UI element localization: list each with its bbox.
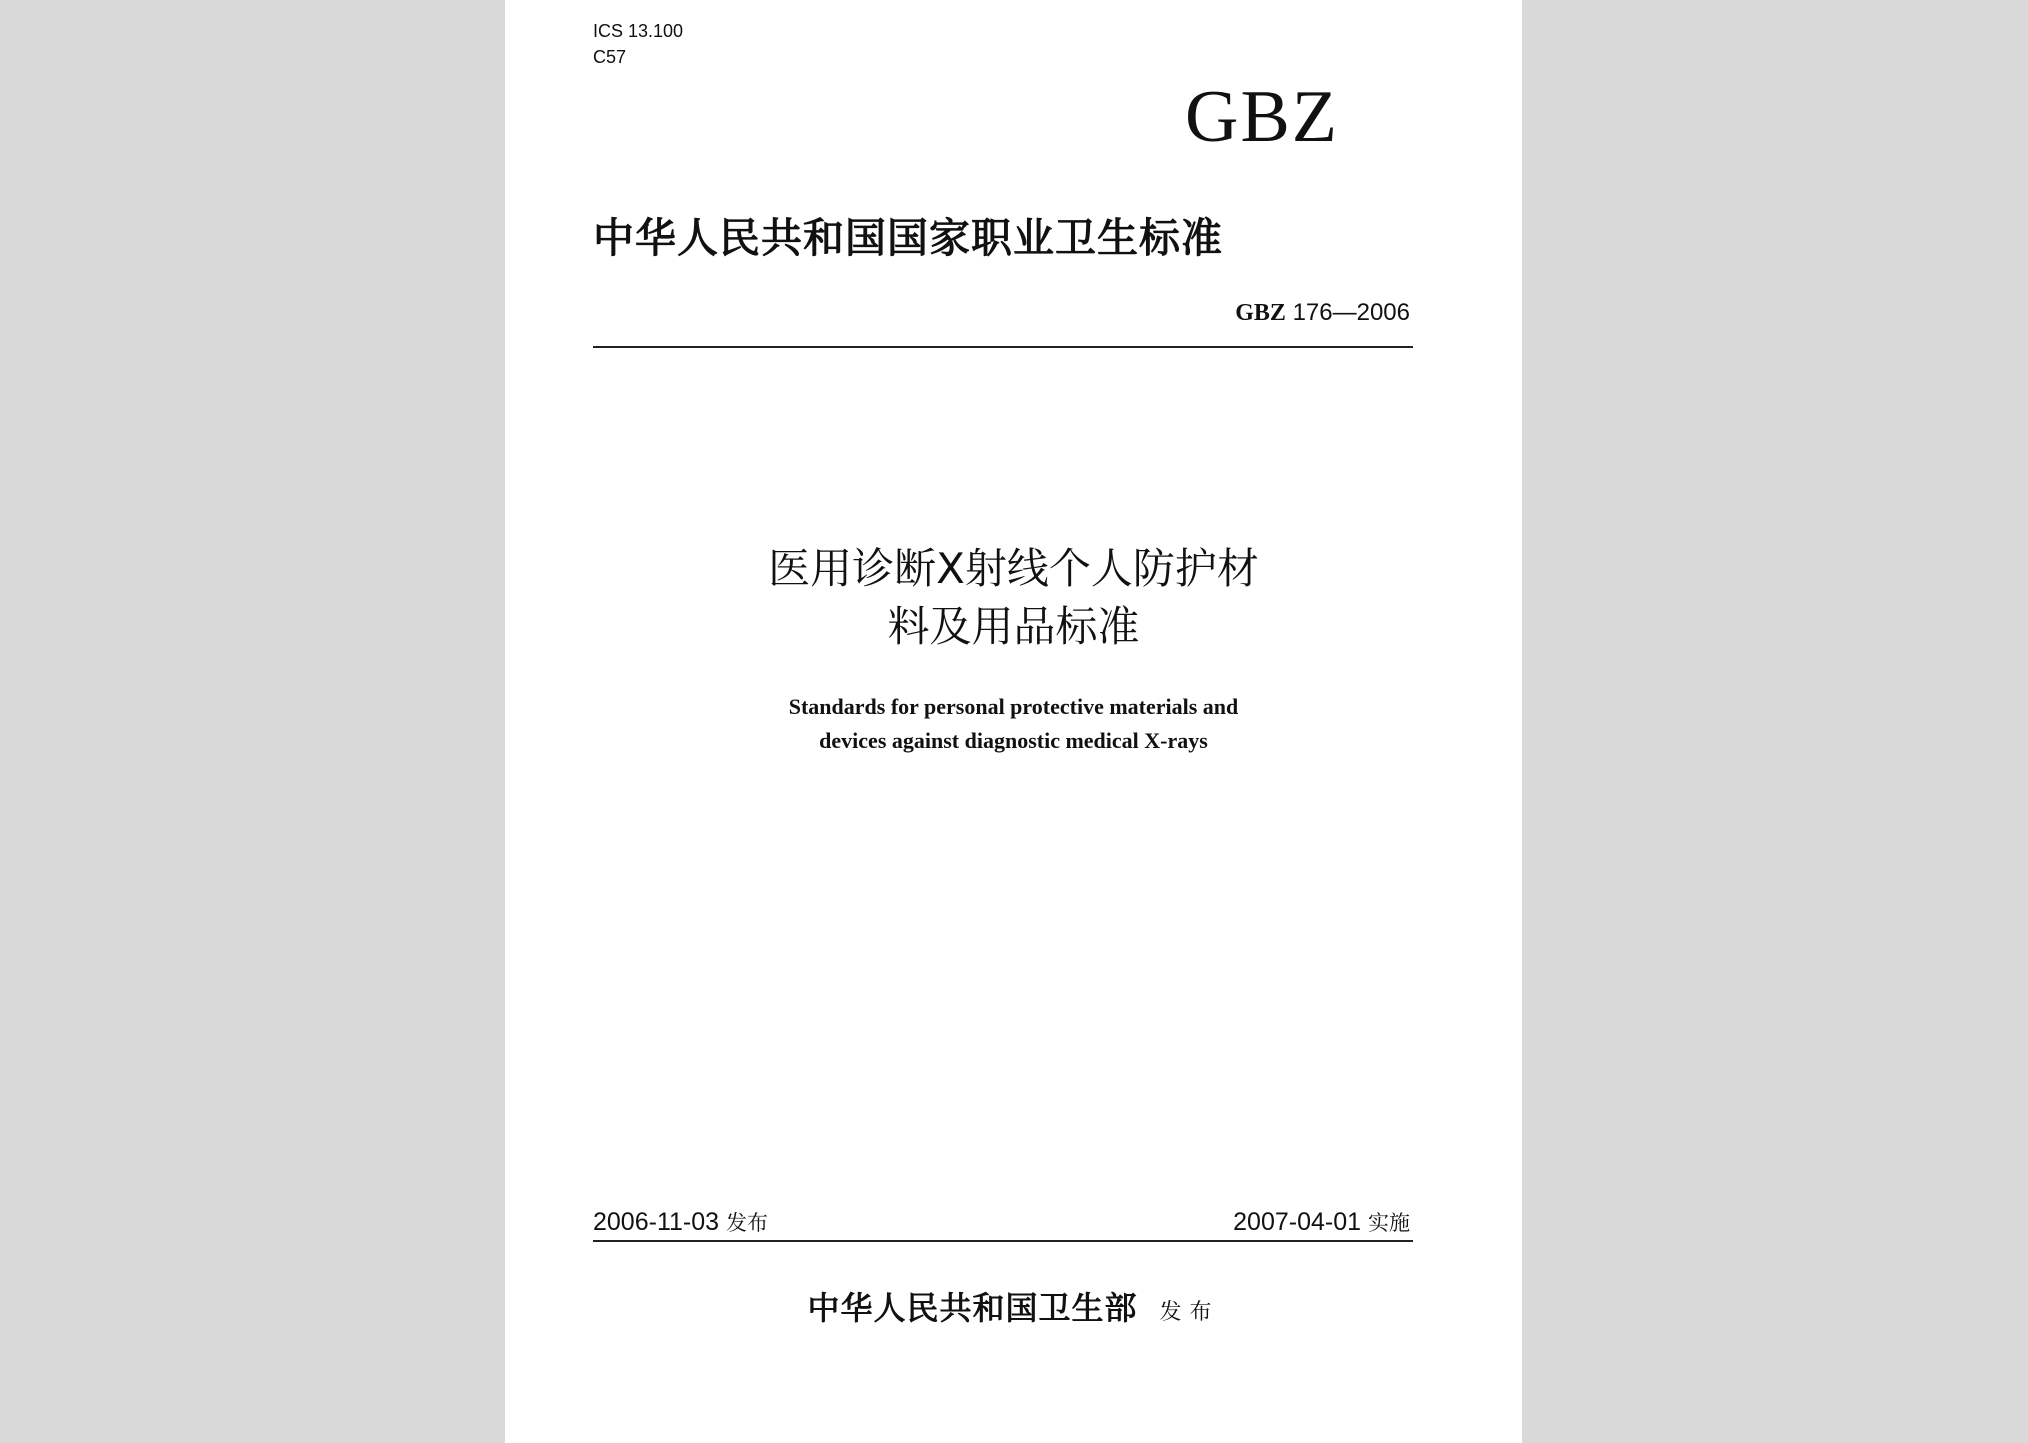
english-title (505, 690, 1522, 758)
publisher-action: 发布 (1159, 1300, 1220, 1325)
chinese-title-line-1: 医用诊断X射线个人防护材 (768, 544, 1259, 593)
english-title-line-2: devices against diagnostic medical X-rays (819, 728, 1208, 753)
standard-number (1235, 298, 1410, 328)
standard-number-prefix: GBZ (1235, 300, 1286, 326)
issue-date (593, 1206, 768, 1239)
issue-date-label: 发布 (725, 1211, 768, 1235)
implementation-date-value: 2007-04-01 (1233, 1208, 1362, 1236)
implementation-date (1233, 1206, 1410, 1239)
english-title-line-1: Standards for personal protective materials and (788, 694, 1239, 719)
standard-number-value: 176—2006 (1292, 299, 1410, 326)
bottom-divider (593, 1240, 1413, 1242)
top-divider (593, 346, 1413, 348)
publisher-name: 中华人民共和国卫生部 (807, 1289, 1138, 1327)
ics-code: ICS 13.100 (593, 21, 684, 41)
document-page (505, 0, 1522, 1443)
implementation-date-label: 实施 (1368, 1211, 1410, 1235)
chinese-title-line-2: 料及用品标准 (887, 602, 1140, 651)
issuing-authority-title: 中华人民共和国国家职业卫生标准 (593, 214, 1223, 262)
gbz-logo: GBZ (1185, 76, 1339, 158)
publisher (505, 1286, 1522, 1335)
issue-date-value: 2006-11-03 (593, 1208, 720, 1236)
chinese-title (505, 540, 1522, 656)
ccs-code: C57 (593, 47, 627, 67)
